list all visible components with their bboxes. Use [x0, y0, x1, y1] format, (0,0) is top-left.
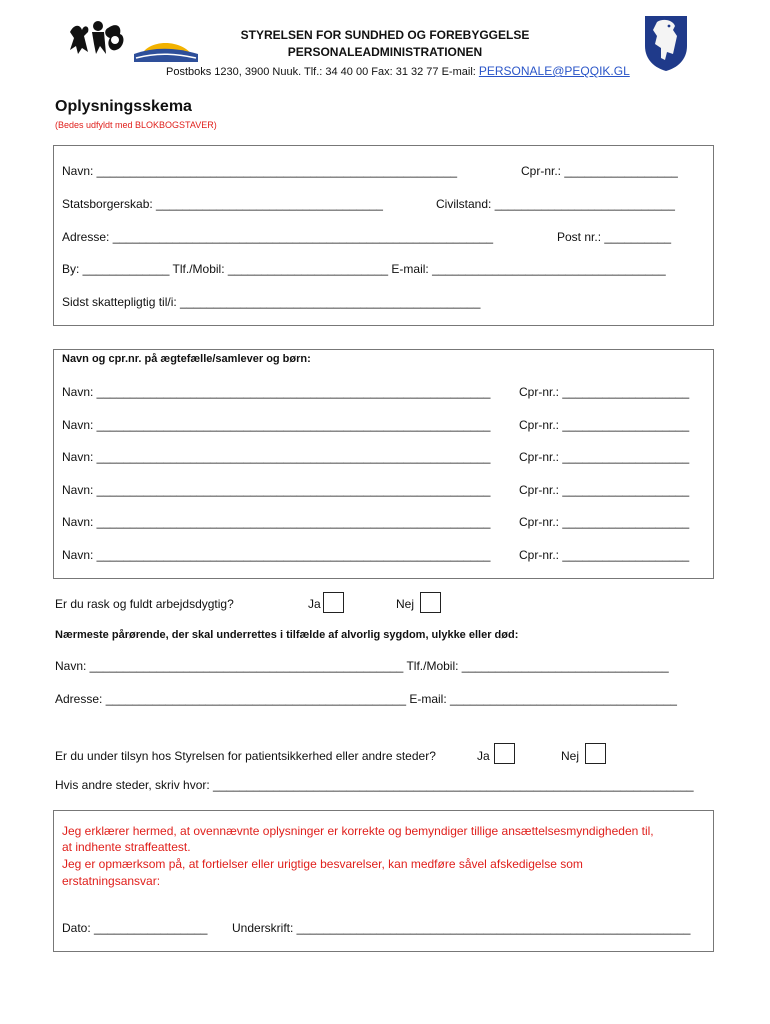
declaration-line-3: Jeg er opmærksom på, at fortielser eller urigtige besvarelser, kan medføre såvel afskedigelse som	[62, 857, 583, 871]
family-cpr-6[interactable]: Cpr-nr.: ___________________	[519, 548, 690, 562]
family-cpr-3[interactable]: Cpr-nr.: ___________________	[519, 450, 690, 464]
skattepligtig-field[interactable]: Sidst skattepligtig til/i: _____________________________________________	[62, 295, 481, 309]
family-navn-6[interactable]: Navn: ___________________________________________________________	[62, 548, 491, 562]
relative-adresse-email-field[interactable]: Adresse: _____________________________________________ E-mail: __________________________________	[55, 692, 677, 706]
form-subtitle: (Bedes udfyldt med BLOKBOGSTAVER)	[55, 120, 217, 130]
family-cpr-1[interactable]: Cpr-nr.: ___________________	[519, 385, 690, 399]
cpr-field[interactable]: Cpr-nr.: _________________	[521, 164, 678, 178]
family-navn-1[interactable]: Navn: ___________________________________________________________	[62, 385, 491, 399]
postnr-field[interactable]: Post nr.: __________	[557, 230, 672, 244]
family-box	[53, 349, 714, 579]
dato-field[interactable]: Dato: _________________	[62, 921, 208, 935]
supervision-question: Er du under tilsyn hos Styrelsen for patientsikkerhed eller andre steder?	[55, 749, 436, 763]
header-line-2: PERSONALEADMINISTRATIONEN	[287, 45, 483, 59]
navn-field[interactable]: Navn: ______________________________________________________	[62, 164, 458, 178]
health-question: Er du rask og fuldt arbejdsdygtig?	[55, 597, 234, 611]
supervision-other-field[interactable]: Hvis andre steder, skriv hvor: ________________________________________________________________________	[55, 778, 694, 792]
coat-of-arms-icon	[643, 14, 689, 72]
health-ja-label: Ja	[308, 597, 321, 611]
email-link[interactable]: PERSONALE@PEQQIK.GL	[478, 64, 630, 78]
family-cpr-5[interactable]: Cpr-nr.: ___________________	[519, 515, 690, 529]
adresse-field[interactable]: Adresse: _________________________________________________________	[62, 230, 494, 244]
supervision-ja-checkbox[interactable]	[494, 743, 515, 764]
header-contact	[166, 64, 630, 78]
relative-navn-tlf-field[interactable]: Navn: _______________________________________________ Tlf./Mobil: _______________________________	[55, 659, 669, 673]
family-cpr-2[interactable]: Cpr-nr.: ___________________	[519, 418, 690, 432]
family-heading: Navn og cpr.nr. på ægtefælle/samlever og børn:	[62, 353, 311, 365]
family-navn-3[interactable]: Navn: ___________________________________________________________	[62, 450, 491, 464]
family-navn-4[interactable]: Navn: ___________________________________________________________	[62, 483, 491, 497]
underskrift-field[interactable]: Underskrift: ___________________________________________________________	[232, 921, 691, 935]
statsborgerskab-field[interactable]: Statsborgerskab: __________________________________	[62, 197, 383, 211]
family-navn-2[interactable]: Navn: ___________________________________________________________	[62, 418, 491, 432]
contact-text: Postboks 1230, 3900 Nuuk. Tlf.: 34 40 00 Fax: 31 32 77 E-mail:	[166, 66, 479, 78]
relative-heading: Nærmeste pårørende, der skal underrettes i tilfælde af alvorlig sygdom, ulykke eller død:	[55, 629, 519, 641]
family-navn-5[interactable]: Navn: ___________________________________________________________	[62, 515, 491, 529]
supervision-ja-label: Ja	[477, 749, 490, 763]
supervision-nej-checkbox[interactable]	[585, 743, 606, 764]
supervision-nej-label: Nej	[561, 749, 580, 763]
declaration-line-4: erstatningsansvar:	[62, 874, 161, 888]
form-title: Oplysningsskema	[55, 98, 192, 115]
header-line-1: STYRELSEN FOR SUNDHED OG FOREBYGGELSE	[240, 28, 530, 42]
declaration-line-2: at indhente straffeattest.	[62, 840, 191, 854]
by-tlf-email-field[interactable]: By: _____________ Tlf./Mobil: ________________________ E-mail: ___________________________________	[62, 262, 666, 276]
health-nej-label: Nej	[396, 597, 415, 611]
declaration-line-1: Jeg erklærer hermed, at ovennævnte oplysninger er korrekte og bemyndiger tillige ansættelsesmyndigheden til,	[62, 824, 654, 838]
greenland-coat-of-arms	[643, 14, 689, 72]
health-nej-checkbox[interactable]	[420, 592, 441, 613]
family-cpr-4[interactable]: Cpr-nr.: ___________________	[519, 483, 690, 497]
health-ja-checkbox[interactable]	[323, 592, 344, 613]
civilstand-field[interactable]: Civilstand: ___________________________	[436, 197, 675, 211]
